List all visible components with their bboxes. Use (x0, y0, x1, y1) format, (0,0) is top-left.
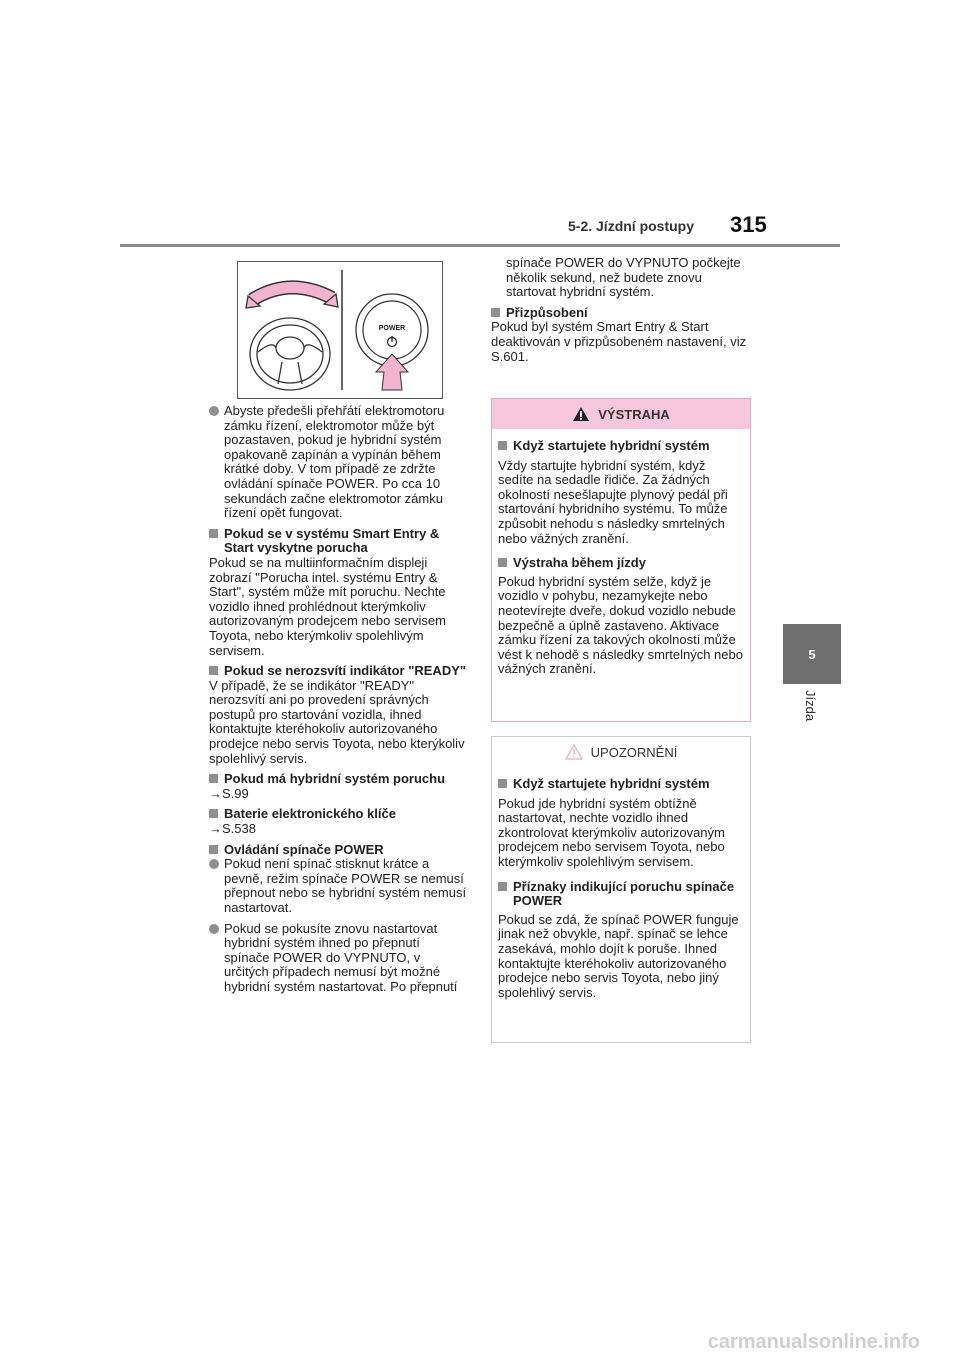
warning-box (491, 398, 751, 722)
heading-mark (209, 845, 218, 854)
heading-mark (498, 779, 507, 788)
warning-header (492, 399, 750, 429)
section-heading: Pokud se v systému Smart Entry & Start vyskytne porucha (209, 527, 467, 556)
heading-mark (498, 441, 507, 450)
list-item: Pokud není spínač stisknut krátce a pevně, režim spínače POWER se nemusí přepnout nebo se hybridní systém nemusí nastartovat. (209, 857, 467, 915)
section-heading: Pokud se nerozsvítí indikátor "READY" (209, 664, 467, 679)
warning-body (492, 429, 750, 677)
footer-watermark (575, 1330, 925, 1352)
heading-mark (498, 882, 507, 891)
section-heading: Příznaky indikující poruchu spínače POWER (498, 880, 744, 909)
paragraph: Vždy startujte hybridní systém, když sedíte na sedadle řidiče. Za žádných okolností nesešlapujte plynový pedál při startování hybridního systému. To může způsobit nehodu s následky smrtelných nebo vážných zranění. (498, 457, 728, 546)
steering-wheel-illustration (246, 287, 338, 390)
caution-triangle-icon (565, 744, 583, 760)
heading-mark (209, 529, 218, 538)
heading-mark (209, 809, 218, 818)
paragraph: Pokud jde hybridní systém obtížně nastartovat, nechte vozidlo ihned zkontrolovat kterýmkoliv autorizovaným prodejcem nebo servisem Toyota, nebo kterýmkoliv spolehlivým servisem. (498, 795, 725, 869)
list-item: Pokud se pokusíte znovu nastartovat hybridní systém ihned po přepnutí spínače POWER do VYPNUTO, v určitých případech nemusí být možné hybridní systém nastartovat. Po přepnutí (209, 922, 467, 995)
svg-text:carmanualsonline.info: carmanualsonline.info (707, 1331, 920, 1352)
page-number: 315 (730, 212, 767, 237)
section-heading: Přizpůsobení (491, 306, 749, 321)
steering-power-figure (237, 261, 443, 399)
chapter-number: 5 (808, 646, 816, 662)
paragraph: Pokud se zdá, že spínač POWER funguje jinak než obvykle, např. spínač se lehce zasekává, mohlo dojít k poruše. Ihned kontaktujte kteréhokoliv autorizovaného prodejce nebo servis Toyota, nebo jiný spolehlivý servis. (498, 911, 739, 1000)
chapter-tab[interactable] (783, 624, 841, 684)
left-column (209, 404, 467, 995)
section-heading: Když startujete hybridní systém (498, 777, 744, 792)
paragraph: Pokud se na multiinformačním displeji zobrazí "Porucha intel. systému Entry & Start", systém může mít poruchu. Nechte vozidlo ihned prohlédnout kterýmkoliv autorizovaným prodejcem nebo servisem Toyota, nebo kterýmkoliv spolehlivým servisem. (209, 554, 446, 658)
paragraph-continued: spínače POWER do VYPNUTO počkejte několik sekund, než budete znovu startovat hybridní systém. (506, 255, 741, 300)
paragraph: Pokud hybridní systém selže, když je vozidlo v pohybu, nezamykejte nebo neotevírejte dveře, dokud vozidlo nebude bezpečně a úplně zastaveno. Aktivace zámku řízení za takových okolností může vést k nehodě s následky smrtelných nebo vážných zranění. (498, 573, 743, 677)
section-heading: Když startujete hybridní systém (498, 439, 744, 454)
heading-mark (209, 666, 218, 675)
page-reference-link[interactable]: →S.538 (209, 821, 256, 837)
section-heading: Ovládání spínače POWER (209, 843, 467, 858)
chapter-label: Jízda (803, 690, 818, 722)
list-item: Abyste předešli přehřátí elektromotoru zámku řízení, elektromotor může být pozastaven, pokud je hybridní systém opakovaně zapínán a vypínán během krátké doby. V tom případě ze zdržte ovládání spínače POWER. Po cca 10 sekundách začne elektromotor zámku řízení opět fungovat. (209, 404, 467, 521)
right-column (491, 256, 749, 364)
heading-mark (209, 774, 218, 783)
paragraph: Pokud byl systém Smart Entry & Start deaktivován v přizpůsobeném nastavení, viz S.601. (491, 319, 747, 364)
section-title: 5-2. Jízdní postupy (568, 218, 695, 234)
warning-title: VÝSTRAHA (598, 406, 670, 422)
heading-mark (498, 558, 507, 567)
section-heading: Pokud má hybridní systém poruchu (209, 772, 467, 787)
notice-title: UPOZORNĚNÍ (590, 744, 678, 760)
notice-box (491, 736, 751, 1043)
bullet-mark (209, 859, 219, 869)
power-button-label: POWER (378, 325, 406, 332)
notice-body (492, 767, 750, 1000)
warning-triangle-icon (572, 406, 590, 422)
paragraph: V případě, že se indikátor "READY" nerozsvítí ani po provedení správných postupů pro startování vozidla, ihned kontaktujte kteréhokoliv autorizovaného prodejce nebo servis Toyota, nebo kterýkoliv spolehlivý servis. (209, 677, 465, 766)
bullet-mark (209, 406, 219, 416)
notice-header (492, 737, 750, 767)
section-heading: Baterie elektronického klíče (209, 807, 467, 822)
section-heading: Výstraha během jízdy (498, 556, 744, 571)
header-rule (120, 244, 840, 247)
page-reference-link[interactable]: →S.99 (209, 785, 249, 801)
bullet-mark (209, 924, 219, 934)
heading-mark (491, 308, 500, 317)
power-button-illustration (356, 294, 428, 390)
